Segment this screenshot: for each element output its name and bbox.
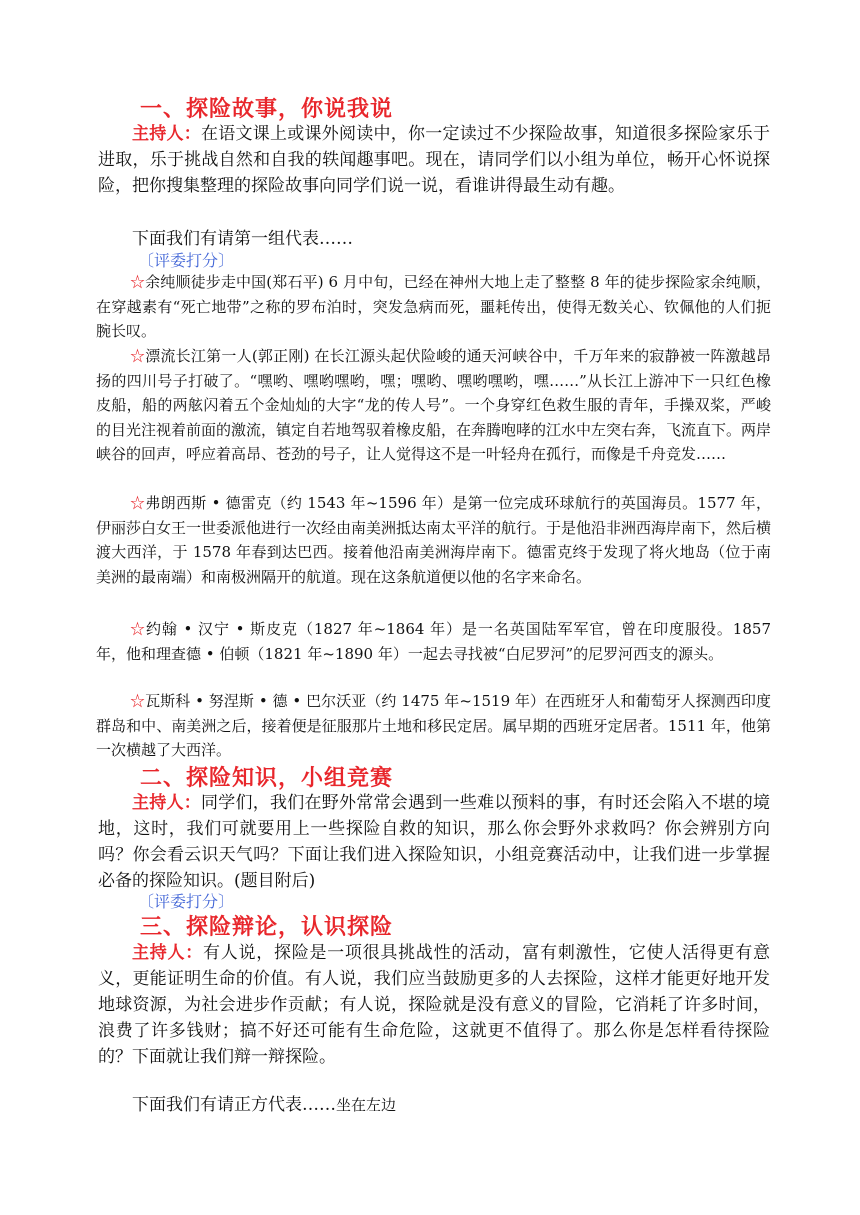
section3-host-paragraph: [98, 940, 770, 1070]
star-icon: ☆: [130, 494, 146, 512]
story-2: [96, 344, 771, 467]
section1-heading: 一、探险故事，你说我说: [140, 97, 394, 122]
section2-rating: 〔评委打分〕: [138, 892, 235, 911]
section1-host-paragraph: [98, 121, 770, 199]
host-label: 主持人：: [132, 793, 201, 813]
story-4: [96, 617, 771, 666]
section3-invite: [132, 1090, 396, 1115]
host-label: 主持人：: [132, 124, 201, 144]
story-3: [96, 491, 771, 589]
section1-invite: 下面我们有请第一组代表……: [132, 229, 353, 249]
star-icon: ☆: [130, 620, 146, 638]
section2-heading: 二、探险知识，小组竞赛: [140, 766, 394, 791]
story-1: [96, 270, 771, 344]
star-icon: ☆: [130, 347, 146, 365]
invite-text: 下面我们有请正方代表……: [132, 1095, 336, 1115]
story-text: 约翰 • 汉宁 • 斯皮克（1827 年~1864 年）是一名英国陆军军官，曾在印度服役。1857 年，他和理查德 • 伯顿（1821 年~1890 年）一起去寻找被“白尼罗河”的尼罗河西支的源头。: [96, 620, 771, 663]
star-icon: ☆: [130, 273, 146, 291]
host-text: 有人说，探险是一项很具挑战性的活动，富有刺激性，它使人活得更有意义，更能证明生命的价值。有人说，我们应当鼓励更多的人去探险，这样才能更好地开发地球资源，为社会进步作贡献；有人说，探险就是没有意义的冒险，它消耗了许多时间，浪费了许多钱财；搞不好还可能有生命危险，这就更不值得了。那么你是怎样看待探险的？下面就让我们辩一辩探险。: [98, 943, 771, 1067]
invite-note: 坐在左边: [336, 1096, 397, 1114]
story-text: 余纯顺徒步走中国(郑石平) 6 月中旬，已经在神州大地上走了整整 8 年的徒步探险家余纯顺，在穿越素有“死亡地带”之称的罗布泊时，突发急病而死，噩耗传出，使得无数关心、钦佩他的人们扼腕长叹。: [96, 273, 771, 340]
story-text: 弗朗西斯 • 德雷克（约 1543 年~1596 年）是第一位完成环球航行的英国海员。1577 年，伊丽莎白女王一世委派他进行一次经由南美洲抵达南太平洋的航行。于是他沿非洲西海岸南下，然后横渡大西洋，于 1578 年春到达巴西。接着他沿南美洲海岸南下。德雷克终于发现了将火地岛（位于南美洲的最南端）和南极洲隔开的航道。现在这条航道便以他的名字来命名。: [96, 494, 772, 586]
host-text: 在语文课上或课外阅读中，你一定读过不少探险故事，知道很多探险家乐于进取，乐于挑战自然和自我的轶闻趣事吧。现在，请同学们以小组为单位，畅开心怀说探险，把你搜集整理的探险故事向同学们说一说，看谁讲得最生动有趣。: [98, 124, 770, 196]
section2-host-paragraph: [98, 790, 770, 894]
story-text: 漂流长江第一人(郭正刚) 在长江源头起伏险峻的通天河峡谷中，千万年来的寂静被一阵激越昂扬的四川号子打破了。“嘿哟、嘿哟嘿哟，嘿；嘿哟、嘿哟嘿哟，嘿……”从长江上游冲下一只红色橡皮船，船的两舷闪着五个金灿灿的大字“龙的传人号”。一个身穿红色救生服的青年，手操双桨，严峻的目光注视着前面的激流，镇定自若地驾驭着橡皮船，在奔腾咆哮的江水中左突右奔，飞流直下。两岸峡谷的回声，呼应着高昂、苍劲的号子，让人觉得这不是一叶轻舟在孤行，而像是千舟竞发……: [96, 347, 772, 463]
section3-heading: 三、探险辩论，认识探险: [140, 915, 394, 940]
host-text: 同学们，我们在野外常常会遇到一些难以预料的事，有时还会陷入不堪的境地，这时，我们可就要用上一些探险自救的知识，那么你会野外求救吗？你会辨别方向吗？你会看云识天气吗？下面让我们进入探险知识，小组竞赛活动中，让我们进一步掌握必备的探险知识。(题目附后): [98, 793, 770, 891]
story-5: [96, 689, 771, 763]
story-text: 瓦斯科 • 努涅斯 • 德 • 巴尔沃亚（约 1475 年~1519 年）在西班牙人和葡萄牙人探测西印度群岛和中、南美洲之后，接着便是征服那片土地和移民定居。属早期的西班牙定居者。1511 年，他第一次横越了大西洋。: [96, 692, 771, 759]
section1-rating: 〔评委打分〕: [138, 251, 235, 270]
host-label: 主持人：: [132, 943, 203, 963]
star-icon: ☆: [130, 692, 146, 710]
